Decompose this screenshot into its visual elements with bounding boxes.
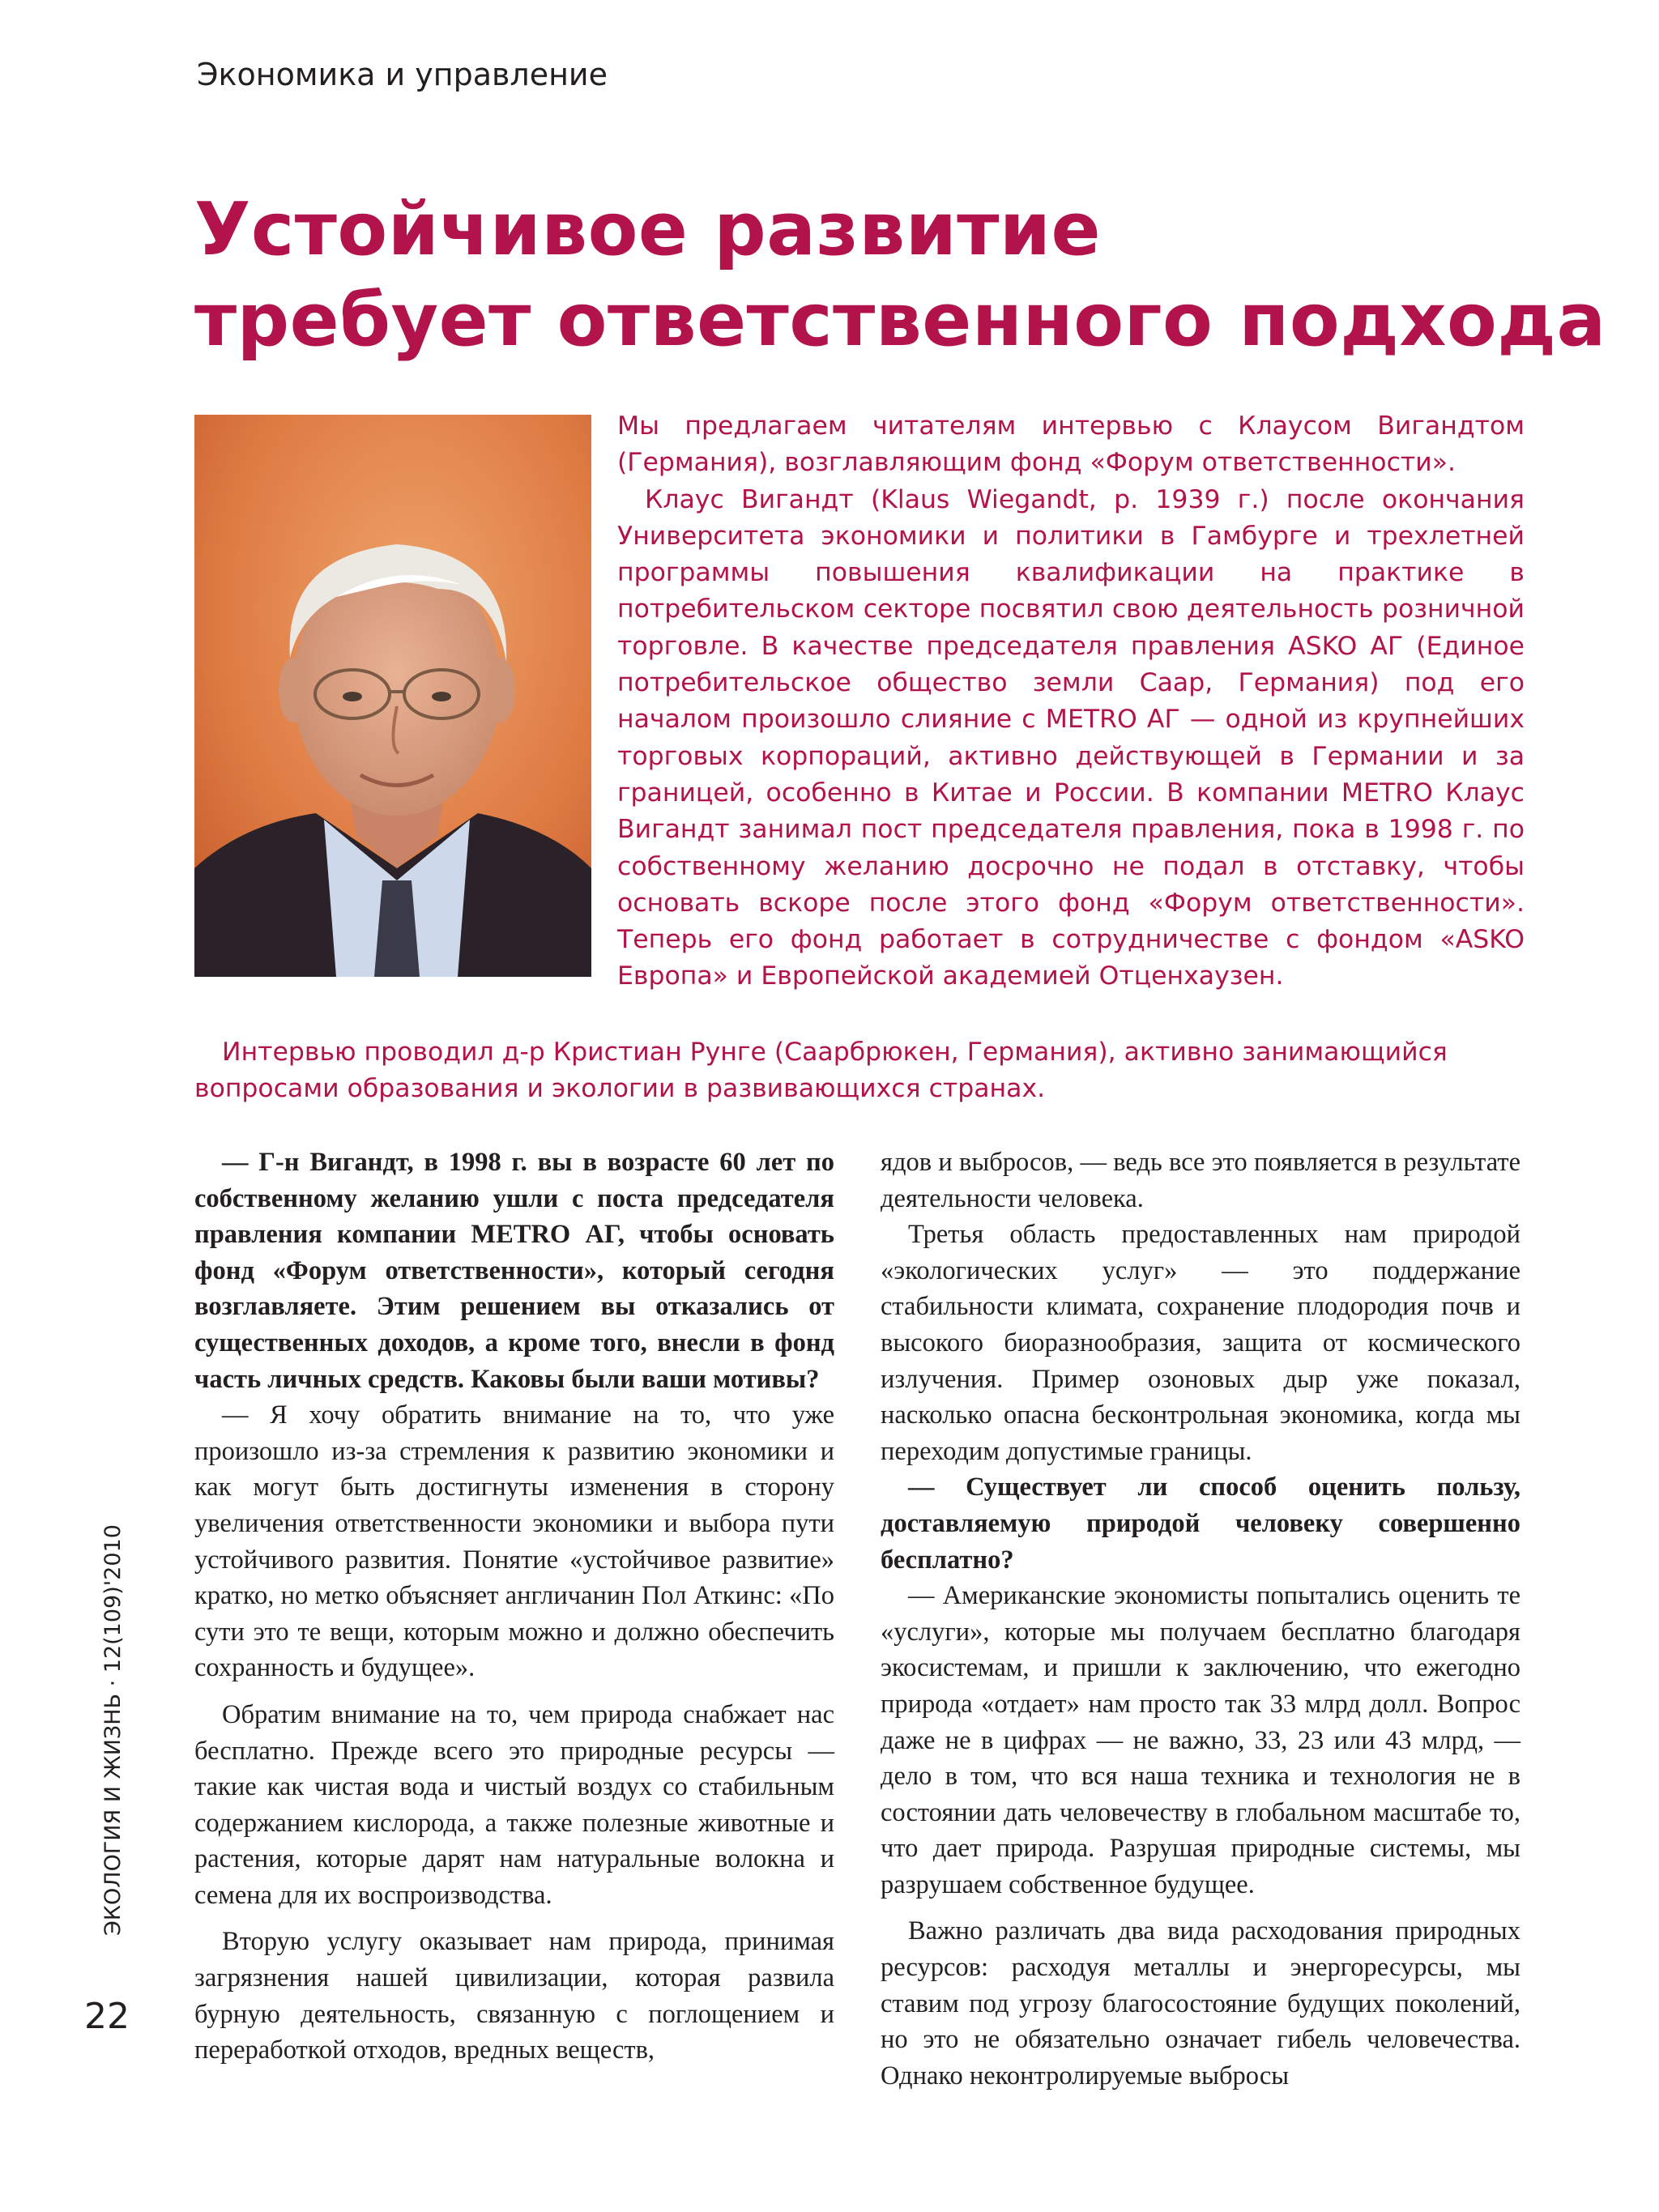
- intro-paragraph-2: Клаус Вигандт (Klaus Wiegandt, р. 1939 г.) после окончания Университета экономики и политики в Гамбурге и трехлетней программы повышения квалификации на практике в потребительском секторе посвятил свою деятельность розничной торговле. В качестве председателя правления ASKO АГ (Единое потребительское общество земли Саар, Германия) под его началом произошло слияние с METRO АГ — одной из крупнейших торговых корпораций, активно действующей в Германии и за границей, особенно в Китае и России. В компании METRO Клаус Вигандт занимал пост председателя правления, пока в 1998 г. по собственному желанию досрочно не подал в отставку, чтобы основать вскоре после этого фонд «Форум ответственности». Теперь его фонд работает в сотрудничестве с фондом «ASKO Европа» и Европейской академией Отценхаузен.: [617, 484, 1525, 991]
- body-paragraph: Третья область предоставленных нам природой «экологических услуг» — это поддержание стабильности климата, сохранение плодородия почв и высокого биоразнообразия, защита от космического излучения. Пример озоновых дыр уже показал, насколько опасна бесконтрольная экономика, когда мы переходим допустимые границы.: [881, 1220, 1520, 1466]
- article-title: [194, 185, 1606, 366]
- intro-text: [617, 408, 1525, 995]
- journal-footer: ЭКОЛОГИЯ И ЖИЗНЬ · 12(109)'2010: [100, 1524, 126, 1936]
- intro-paragraph-1: Мы предлагаем читателям интервью с Клаусом Вигандтом (Германия), возглавляющим фонд «Форум ответственности».: [617, 411, 1525, 478]
- body-column-right: [881, 1144, 1520, 2094]
- answer-2: — Американские экономисты попытались оценить те «услуги», которые мы получаем бесплатно благодаря экосистемам, и пришли к заключению, что ежегодно природа «отдает» нам просто так 33 млрд долл. Вопрос даже не в цифрах — не важно, 33, 23 или 43 млрд, — дело в том, что вся наша техника и технология не в состоянии дать человечеству в глобальном масштабе то, что дает природа. Разрушая природные системы, мы разрушаем собственное будущее.: [881, 1581, 1520, 1899]
- title-line-2: требует ответственного подхода: [194, 278, 1606, 363]
- section-label: Экономика и управление: [197, 57, 608, 92]
- body-paragraph: Обратим внимание на то, чем природа снабжает нас бесплатно. Прежде всего это природные ресурсы — такие как чистая вода и чистый воздух со стабильным содержанием кислорода, а также полезные животные и растения, которые дарят нам натуральные волокна и семена для их воспроизводства.: [194, 1699, 834, 1910]
- body-column-left: [194, 1144, 834, 2069]
- page-number: 22: [84, 1996, 130, 2037]
- title-line-1: Устойчивое развитие: [194, 187, 1102, 272]
- question-2: — Существует ли способ оценить пользу, доставляемую природой человеку совершенно бесплатно?: [881, 1473, 1520, 1575]
- body-paragraph: Вторую услугу оказывает нам природа, принимая загрязнения нашей цивилизации, которая развила бурную деятельность, связанную с поглощением и переработкой отходов, вредных веществ,: [194, 1927, 834, 2065]
- body-paragraph: Важно различать два вида расходования природных ресурсов: расходуя металлы и энергоресурсы, мы ставим под угрозу благосостояние будущих поколений, но это не обязательно означает гибель человечества. Однако неконтролируемые выбросы: [881, 1916, 1520, 2091]
- interviewer-credit: Интервью проводил д-р Кристиан Рунге (Саарбрюкен, Германия), активно занимающийся вопросами образования и экологии в развивающихся странах.: [194, 1038, 1448, 1104]
- body-paragraph: ядов и выбросов, — ведь все это появляется в результате деятельности человека.: [881, 1148, 1520, 1213]
- answer-1: — Я хочу обратить внимание на то, что уже произошло из-за стремления к развитию экономики и как могут быть достигнуты изменения в сторону увеличения ответственности экономики и выбора пути устойчивого развития. Понятие «устойчивое развитие» кратко, но метко объясняет англичанин Пол Аткинс: «По сути это те вещи, которым можно и должно обеспечить сохранность и будущее».: [194, 1400, 834, 1683]
- question-1: — Г-н Вигандт, в 1998 г. вы в возрасте 60 лет по собственному желанию ушли с поста председателя правления компании METRO АГ, чтобы основать фонд «Форум ответственности», который сегодня возглавляете. Этим решением вы отказались от существенных доходов, а кроме того, внесли в фонд часть личных средств. Каковы были ваши мотивы?: [194, 1148, 834, 1394]
- portrait-photo: [194, 415, 591, 977]
